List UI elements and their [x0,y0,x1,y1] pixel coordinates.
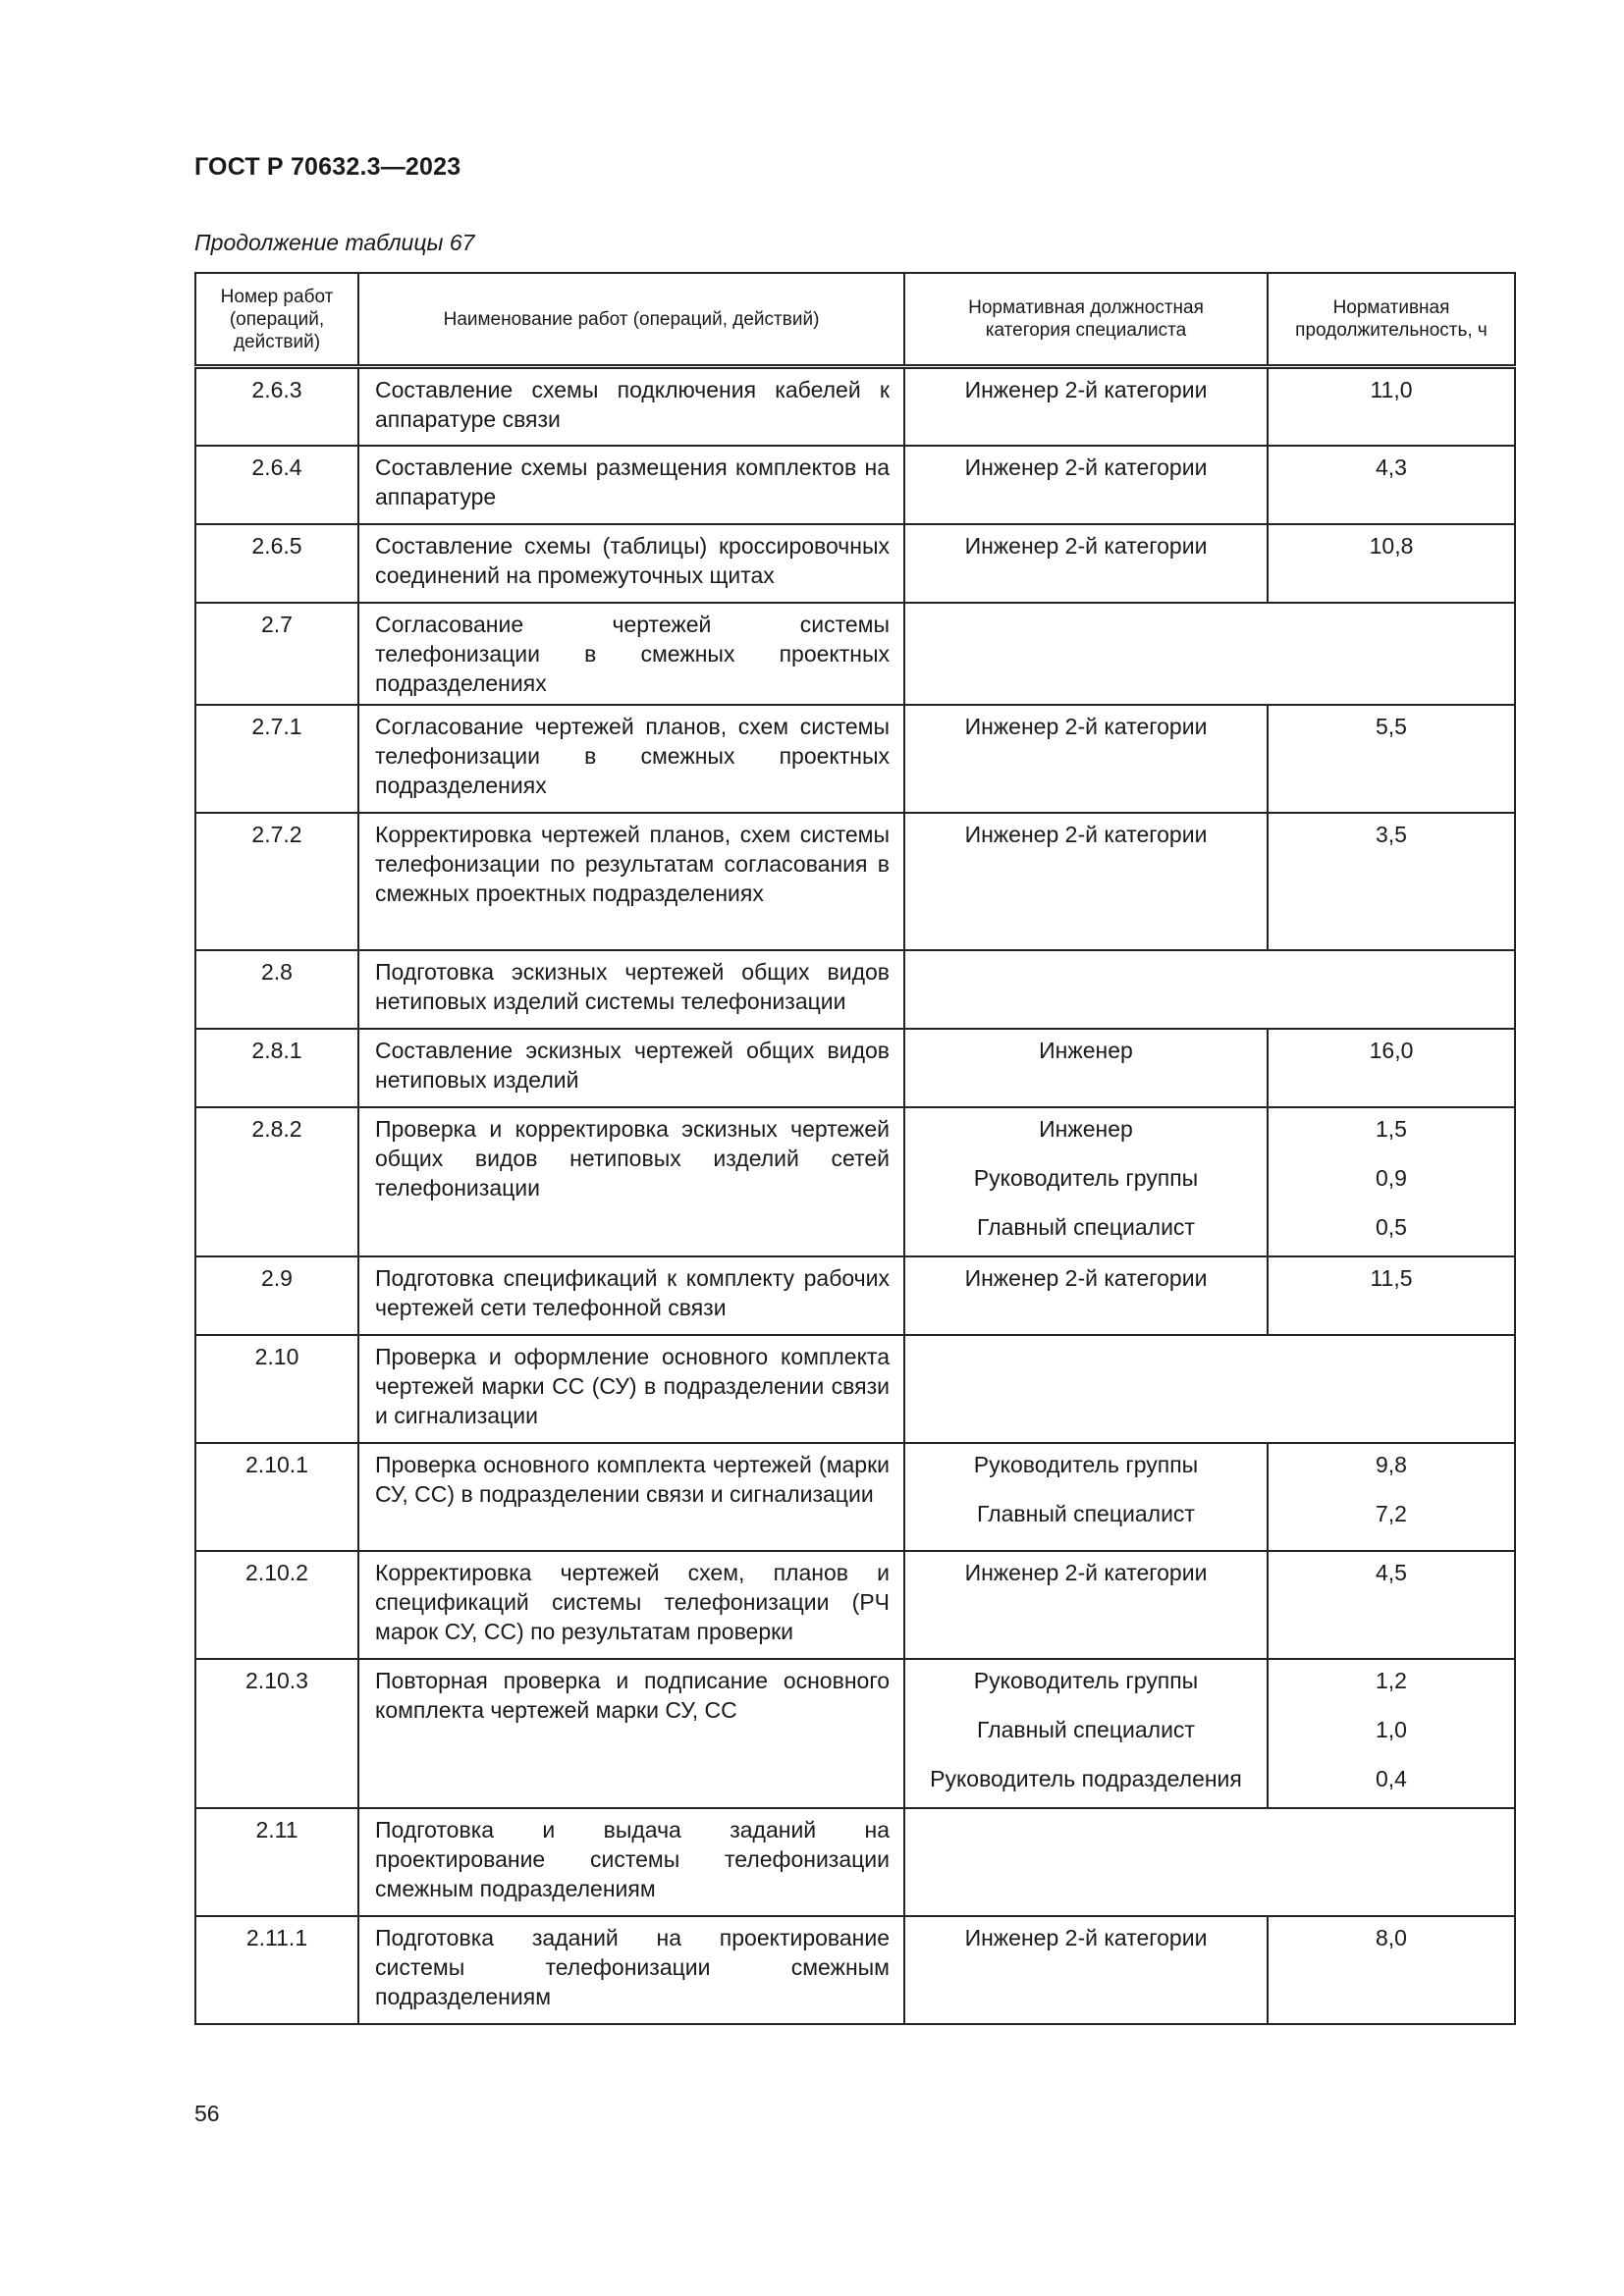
table-row [195,1916,1515,2024]
table-row [195,524,1515,603]
duration-value: 0,9 [1376,1164,1407,1191]
column-header-category: Нормативная должностная категория специалиста [904,273,1268,367]
column-header-name: Наименование работ (операций, действий) [358,273,904,367]
row-duration-cell [1268,1029,1515,1107]
specialist-category: Главный специалист [977,1716,1195,1742]
specialist-category: Главный специалист [977,1213,1195,1240]
row-number: 2.9 [195,1256,358,1335]
row-work-name: Проверка основного комплекта чертежей (марки СУ, СС) в подразделении связи и сигнализации [358,1443,904,1551]
row-empty-cell [904,950,1515,1029]
specialist-category: Руководитель группы [973,1667,1199,1693]
row-duration-cell [1268,524,1515,603]
row-work-name: Составление эскизных чертежей общих видов нетиповых изделий [358,1029,904,1107]
table-row [195,1029,1515,1107]
table-row [195,446,1515,524]
row-duration-cell [1268,705,1515,813]
row-category-cell [904,1916,1268,2024]
row-category-cell [904,1443,1268,1551]
row-number: 2.8.1 [195,1029,358,1107]
row-work-name: Повторная проверка и подписание основного комплекта чертежей марки СУ, СС [358,1659,904,1808]
duration-value: 11,0 [1370,377,1413,402]
specialist-category: Инженер [1039,1037,1133,1063]
duration-value: 11,5 [1370,1264,1413,1291]
row-work-name: Составление схемы подключения кабелей к аппаратуре связи [358,367,904,446]
table-row [195,1551,1515,1659]
duration-value: 3,5 [1376,821,1407,847]
table-row [195,603,1515,705]
duration-value: 0,4 [1376,1765,1407,1791]
row-work-name: Корректировка чертежей планов, схем системы телефонизации по результатам согласования в смежных проектных подразделениях [358,813,904,950]
row-duration-cell [1268,367,1515,446]
duration-value: 1,5 [1376,1115,1407,1142]
row-duration-cell [1268,1443,1515,1551]
document-header: ГОСТ Р 70632.3—2023 [194,153,461,181]
specialist-category: Инженер 2-й категории [964,1924,1208,1950]
specialist-category: Инженер 2-й категории [964,821,1208,847]
row-category-cell [904,1659,1268,1808]
duration-value: 9,8 [1376,1451,1407,1477]
row-number: 2.11 [195,1808,358,1916]
column-header-number: Номер работ (операций, действий) [195,273,358,367]
table-row [195,1808,1515,1916]
row-work-name: Подготовка и выдача заданий на проектирование системы телефонизации смежным подразделениям [358,1808,904,1916]
duration-value: 5,5 [1376,713,1407,739]
row-category-cell [904,705,1268,813]
row-work-name: Подготовка спецификаций к комплекту рабочих чертежей сети телефонной связи [358,1256,904,1335]
specialist-category: Инженер 2-й категории [964,1264,1208,1291]
row-number: 2.6.5 [195,524,358,603]
row-work-name: Корректировка чертежей схем, планов и спецификаций системы телефонизации (РЧ марок СУ, СС) по результатам проверки [358,1551,904,1659]
row-category-cell [904,524,1268,603]
duration-value: 4,3 [1376,454,1407,480]
row-duration-cell [1268,1659,1515,1808]
row-work-name: Подготовка заданий на проектирование системы телефонизации смежным подразделениям [358,1916,904,2024]
row-category-cell [904,1107,1268,1256]
row-number: 2.10.1 [195,1443,358,1551]
table-row [195,813,1515,950]
row-number: 2.10.3 [195,1659,358,1808]
duration-value: 1,0 [1376,1716,1407,1742]
row-empty-cell [904,1335,1515,1443]
row-duration-cell [1268,1916,1515,2024]
table-row [195,1443,1515,1551]
duration-value: 0,5 [1376,1213,1407,1240]
specialist-category: Руководитель подразделения [930,1765,1242,1791]
row-work-name: Проверка и корректировка эскизных чертежей общих видов нетиповых изделий сетей телефонизации [358,1107,904,1256]
specialist-category: Руководитель группы [973,1164,1199,1191]
row-category-cell [904,367,1268,446]
row-number: 2.7.2 [195,813,358,950]
specialist-category: Главный специалист [977,1500,1195,1526]
specialist-category: Инженер 2-й категории [964,454,1208,480]
row-number: 2.6.3 [195,367,358,446]
table-row [195,1659,1515,1808]
page-number: 56 [194,2101,220,2126]
specialist-category: Инженер 2-й категории [964,377,1208,402]
row-duration-cell [1268,446,1515,524]
row-work-name: Согласование чертежей системы телефонизации в смежных проектных подразделениях [358,603,904,705]
row-work-name: Составление схемы (таблицы) кроссировочных соединений на промежуточных щитах [358,524,904,603]
row-duration-cell [1268,1107,1515,1256]
norms-table [194,272,1516,2025]
row-number: 2.10 [195,1335,358,1443]
specialist-category: Инженер 2-й категории [964,532,1208,559]
duration-value: 16,0 [1369,1037,1414,1063]
duration-value: 8,0 [1376,1924,1407,1950]
row-empty-cell [904,1808,1515,1916]
row-number: 2.11.1 [195,1916,358,2024]
row-work-name: Составление схемы размещения комплектов на аппаратуре [358,446,904,524]
table-body [195,367,1515,2024]
duration-value: 7,2 [1376,1500,1407,1526]
row-number: 2.7 [195,603,358,705]
row-work-name: Согласование чертежей планов, схем системы телефонизации в смежных проектных подразделениях [358,705,904,813]
table-row [195,1335,1515,1443]
row-category-cell [904,1256,1268,1335]
specialist-category: Инженер 2-й категории [964,713,1208,739]
column-header-duration: Нормативная продолжительность, ч [1268,273,1515,367]
table-row [195,1107,1515,1256]
row-work-name: Подготовка эскизных чертежей общих видов нетиповых изделий системы телефонизации [358,950,904,1029]
duration-value: 4,5 [1376,1559,1407,1585]
specialist-category: Руководитель группы [973,1451,1199,1477]
row-category-cell [904,813,1268,950]
row-empty-cell [904,603,1515,705]
specialist-category: Инженер [1039,1115,1133,1142]
row-work-name: Проверка и оформление основного комплекта чертежей марки СС (СУ) в подразделении связи и сигнализации [358,1335,904,1443]
table-caption: Продолжение таблицы 67 [194,230,475,255]
row-duration-cell [1268,1551,1515,1659]
row-duration-cell [1268,1256,1515,1335]
row-number: 2.10.2 [195,1551,358,1659]
specialist-category: Инженер 2-й категории [964,1559,1208,1585]
table-row [195,705,1515,813]
row-number: 2.7.1 [195,705,358,813]
row-category-cell [904,1551,1268,1659]
table-row [195,1256,1515,1335]
duration-value: 10,8 [1369,532,1414,559]
row-category-cell [904,446,1268,524]
row-category-cell [904,1029,1268,1107]
row-duration-cell [1268,813,1515,950]
row-number: 2.8.2 [195,1107,358,1256]
duration-value: 1,2 [1376,1667,1407,1693]
row-number: 2.8 [195,950,358,1029]
table-header-row [195,273,1515,367]
row-number: 2.6.4 [195,446,358,524]
table-row [195,367,1515,446]
table-row [195,950,1515,1029]
